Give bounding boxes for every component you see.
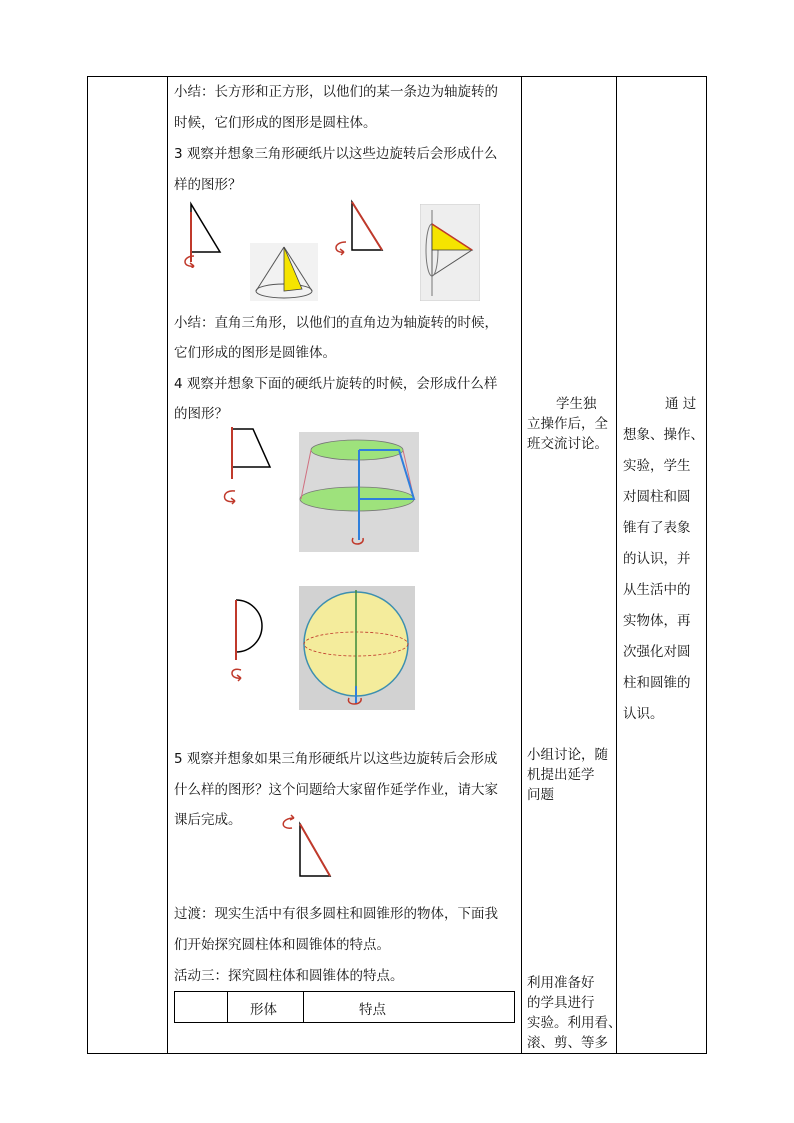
column-divider-3	[616, 76, 617, 1054]
student-activity-1-line2: 立操作后，全	[527, 416, 608, 432]
activity3-title: 活动三：探究圆柱体和圆锥体的特点。	[174, 968, 404, 984]
column-divider-1	[167, 76, 168, 1054]
design-intent-line8: 实物体，再	[623, 613, 691, 629]
design-intent-line10: 柱和圆锥的	[623, 675, 691, 691]
header-shape: 形体	[250, 1002, 277, 1018]
summary-triangle-line1: 小结：直角三角形，以他们的直角边为轴旋转的时候，	[174, 315, 498, 331]
student-activity-2-line1: 小组讨论，随	[527, 747, 608, 763]
design-intent-line2: 想象、操作、	[623, 427, 704, 443]
sphere-figure	[299, 586, 415, 710]
design-intent-line3: 实验，学生	[623, 458, 691, 474]
question5-line3: 课后完成。	[174, 812, 242, 828]
summary-triangle-line2: 它们形成的图形是圆锥体。	[174, 345, 336, 361]
student-activity-1-line1: 学生独	[556, 396, 597, 412]
question3-line1: 3 观察并想象三角形硬纸片以这些边旋转后会形成什么	[174, 146, 498, 162]
student-activity-2-line3: 问题	[527, 787, 554, 803]
trapezoid-card-figure	[215, 425, 275, 510]
student-activity-3-line4: 滚、剪、等多	[527, 1035, 608, 1051]
question4-line2: 的图形？	[174, 406, 228, 422]
student-activity-2-line2: 机提出延学	[527, 767, 595, 783]
triangle-left-figure	[180, 198, 230, 268]
design-intent-line9: 次强化对圆	[623, 644, 691, 660]
inner-table-divider-1	[227, 992, 228, 1022]
semicircle-card-figure	[225, 594, 270, 684]
question3-line2: 样的图形？	[174, 177, 242, 193]
student-activity-3-line2: 的学具进行	[527, 995, 595, 1011]
design-intent-line5: 锥有了表象	[623, 520, 691, 536]
design-intent-line11: 认识。	[623, 706, 664, 722]
summary-rect-line2: 时候，它们形成的图形是圆柱体。	[174, 115, 377, 131]
header-features: 特点	[359, 1002, 386, 1018]
column-divider-2	[521, 76, 522, 1054]
summary-rect-line1: 小结：长方形和正方形，以他们的某一条边为轴旋转的	[174, 84, 498, 100]
shape-features-table	[174, 991, 515, 1023]
student-activity-3-line3: 实验。利用看、	[527, 1015, 622, 1031]
question5-line1: 5 观察并想象如果三角形硬纸片以这些边旋转后会形成	[174, 751, 498, 767]
transition-line2: 们开始探究圆柱体和圆锥体的特点。	[174, 937, 390, 953]
inner-table-divider-2	[303, 992, 304, 1022]
question4-line1: 4 观察并想象下面的硬纸片旋转的时候，会形成什么样	[174, 376, 498, 392]
triangle-right-figure	[330, 198, 385, 258]
frustum-figure	[299, 432, 419, 552]
design-intent-line4: 对圆柱和圆	[623, 489, 691, 505]
design-intent-line1: 通 过	[665, 396, 697, 412]
student-activity-1-line3: 班交流讨论。	[527, 436, 608, 452]
question5-line2: 什么样的图形？这个问题给大家留作延学作业，请大家	[174, 782, 498, 798]
design-intent-line7: 从生活中的	[623, 582, 691, 598]
double-cone-figure	[420, 204, 480, 301]
homework-triangle-figure	[278, 808, 338, 880]
cone-figure	[250, 243, 318, 301]
transition-line1: 过渡：现实生活中有很多圆柱和圆锥形的物体，下面我	[174, 906, 498, 922]
design-intent-line6: 的认识，并	[623, 551, 691, 567]
student-activity-3-line1: 利用准备好	[527, 975, 595, 991]
